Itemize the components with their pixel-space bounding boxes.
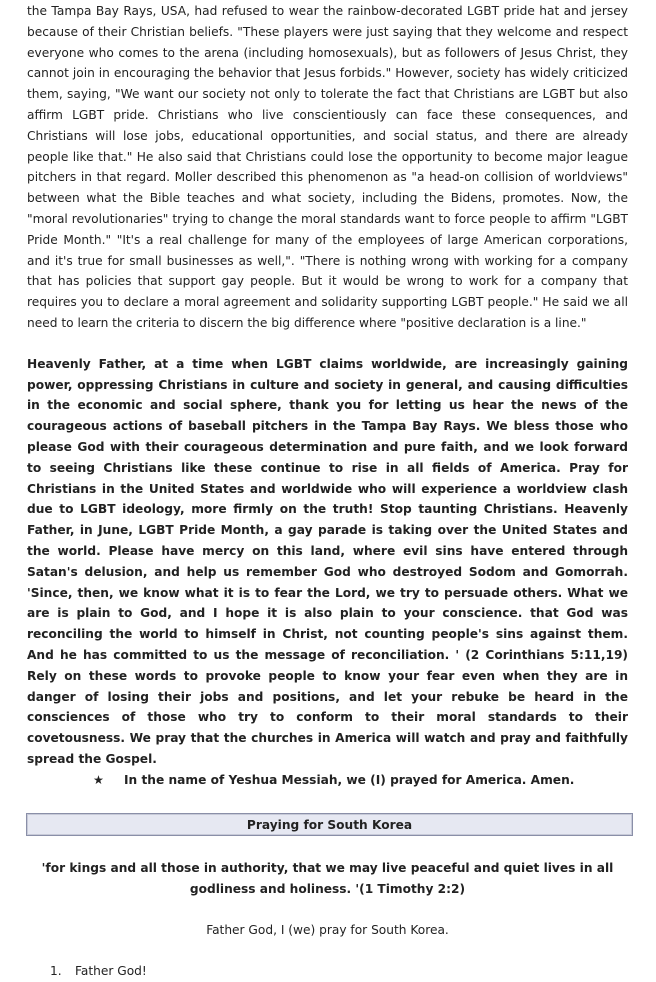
scripture-verse: 'for kings and all those in authority, that we may live peaceful and quiet lives in all godliness and holiness. '(1 Timothy 2:2) xyxy=(41,861,614,897)
list-item xyxy=(27,961,628,982)
list-number: 1. xyxy=(50,963,62,978)
star-icon: ★ xyxy=(93,772,104,787)
section-title: Praying for South Korea xyxy=(246,817,413,832)
prayer-intro: Father God, I (we) pray for South Korea. xyxy=(206,923,449,938)
amen-text: In the name of Yeshua Messiah, we (I) prayed for America. Amen. xyxy=(124,772,575,787)
section-heading-box xyxy=(26,813,633,836)
article-paragraph: the Tampa Bay Rays, USA, had refused to wear the rainbow-decorated LGBT pride hat and jersey because of their Christian beliefs. "These players were just saying that they welcome and respect everyone who comes to the arena (including homosexuals), but as followers of Jesus Christ, they cannot join in encouraging the behavior that Jesus forbids." However, society has widely criticized them, saying, "We want our society not only to tolerate the fact that Christians are LGBT but also affirm LGBT pride. Christians who live conscientiously can face these consequences, and Christians will lose jobs, educational opportunities, and social status, and there are already people like that." He also said that Christians could lose the opportunity to become major league pitchers in that regard. Moller described this phenomenon as "a head-on collision of worldviews" between what the Bible teaches and what society, including the Bidens, promotes. Now, the "moral revolutionaries" trying to change the moral standards want to force people to affirm "LGBT Pride Month." "It's a real challenge for many of the employees of large American corporations, and it's true for small businesses as well,". "There is nothing wrong with working for a company that has policies that support gay people. But it would be wrong to work for a company that requires you to declare a moral agreement and solidarity supporting LGBT people." He said we all need to learn the criteria to discern the big difference where "positive declaration is a line." xyxy=(27,4,628,330)
document-page xyxy=(27,0,628,982)
list-text: Father God! xyxy=(75,963,147,978)
amen-line xyxy=(93,770,628,791)
prayer-paragraph: Heavenly Father, at a time when LGBT claims worldwide, are increasingly gaining power, oppressing Christians in culture and society in general, and causing difficulties in the economic and social sphere, thank you for letting us hear the news of the courageous actions of baseball pitchers in the Tampa Bay Rays. We bless those who please God with their courageous determination and pure faith, and we look forward to seeing Christians like these continue to rise in all fields of America. Pray for Christians in the United States and worldwide who will experience a worldview clash due to LGBT ideology, more firmly on the truth! Stop taunting Christians. Heavenly Father, in June, LGBT Pride Month, a gay parade is taking over the United States and the world. Please have mercy on this land, where evil sins have entered through Satan's delusion, and help us remember God who destroyed Sodom and Gomorrah. 'Since, then, we know what it is to fear the Lord, we try to persuade others. What we are is plain to God, and I hope it is also plain to your conscience. that God was reconciling the world to himself in Christ, not counting people's sins against them. And he has committed to us the message of reconciliation. ' (2 Corinthians 5:11,19) Rely on these words to provoke people to know your fear even when they are in danger of losing their jobs and positions, and let your rebuke be heard in the consciences of those who try to conform to their moral standards to their covetousness. We pray that the churches in America will watch and pray and faithfully spread the Gospel. xyxy=(27,356,628,766)
